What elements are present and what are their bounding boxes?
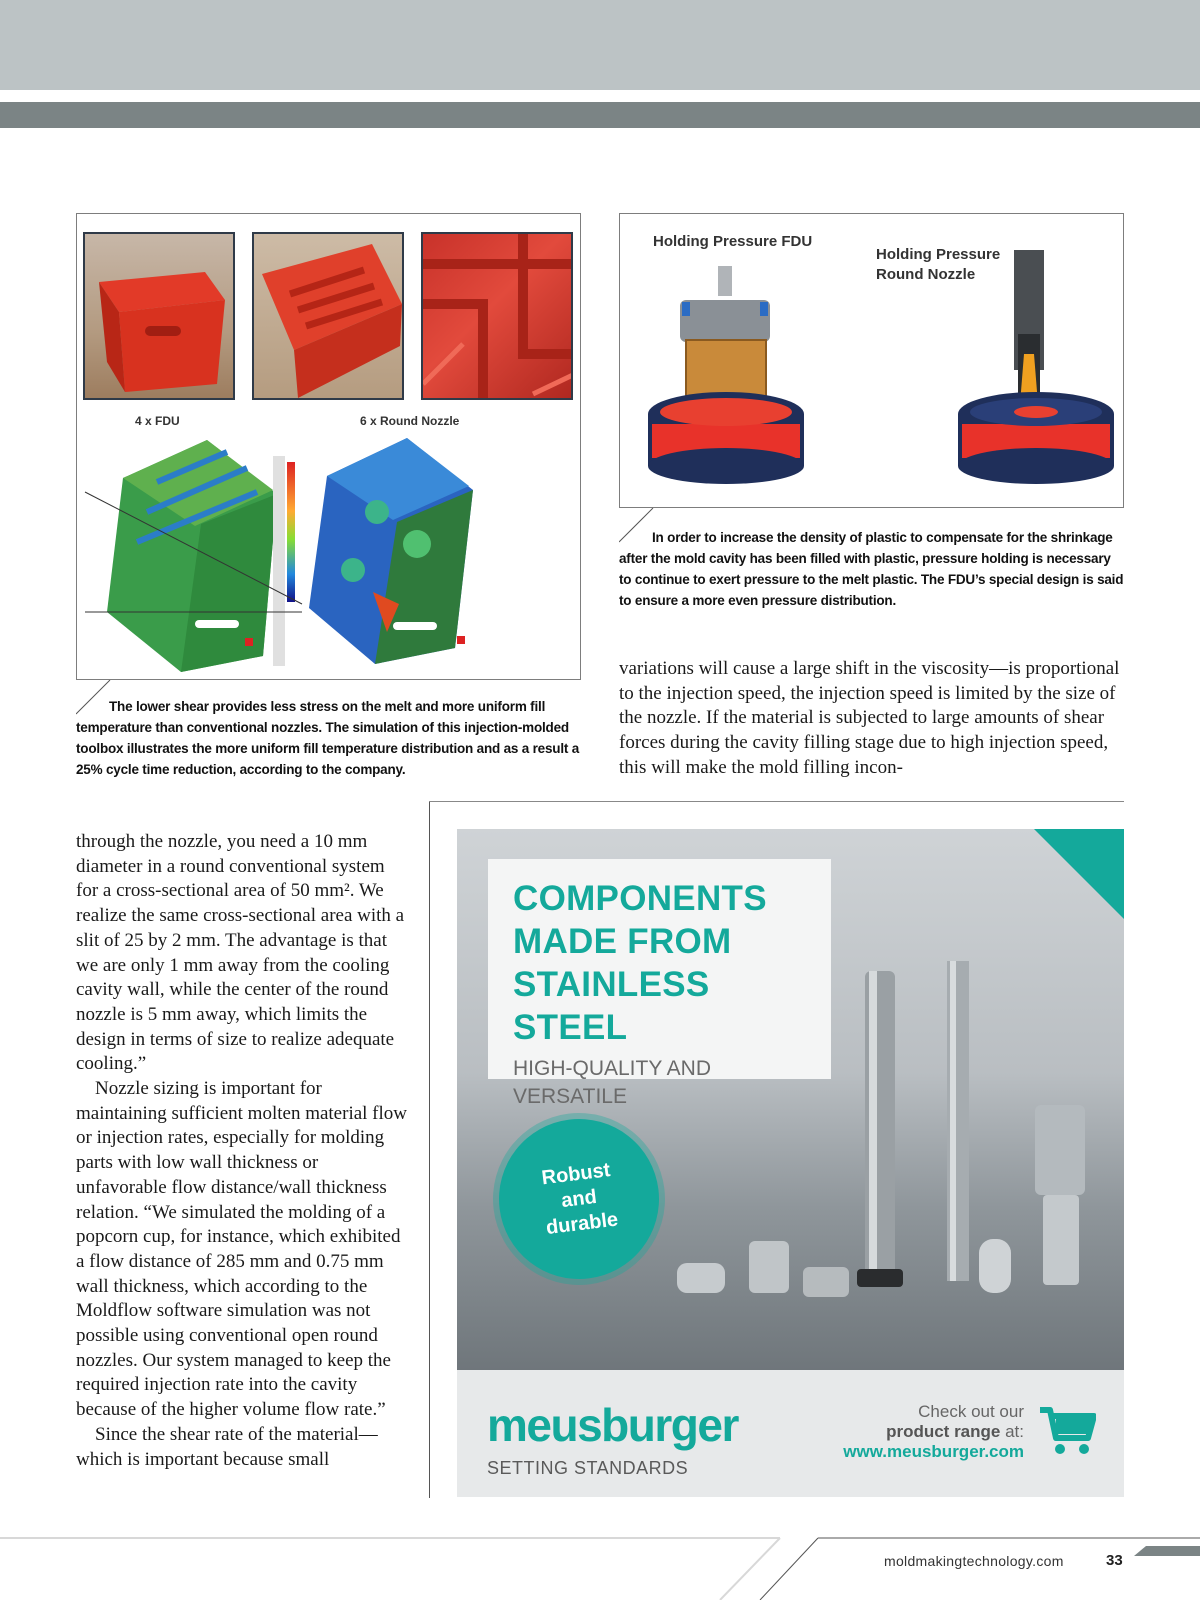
figure2-caption: In order to increase the density of plastic to compensate for the shrinkage after the mold cavity has been filled with plastic, pressure holding is necessary to continue to exert pressure to the melt plastic. The FDU’s special design is said to ensure a more even pressure distribution. [619,530,1124,608]
figure-toolbox-simulation [76,213,581,680]
ad-corner-triangle [1034,829,1124,919]
label-holding-pressure-fdu: Holding Pressure FDU [653,233,813,250]
toolbox-photo-3 [421,232,573,400]
ad-footer [457,1370,1124,1497]
article-paragraph-1: through the nozzle, you need a 10 mm diameter in a round conventional system for a cross-sectional area of 50 mm². We realize the same cross-sectional area with a slit of 25 by 2 mm. The advantage is that we are only 1 mm away from the cooling cavity wall, while the center of the round nozzle is 5 mm away, which limits the design in terms of size to realize adequate cooling.” [76,831,405,1075]
ad-headline-line-2: MADE FROM [513,922,732,961]
ad-headline-line-1: COMPONENTS [513,879,767,918]
article-paragraph-2: Nozzle sizing is important for maintaining sufficient molten material flow or injection rates, especially for molding parts with low wall thickness or unfavorable flow distance/wall thickness relation. “We simulated the molding of a popcorn cup, for instance, which exhibited a flow distance of 285 mm and 0.75 mm wall thickness, which according to the Moldflow software simulation was not possible using conventional open round nozzles. Our system managed to keep the required injection rate into the cavity because of the higher volume flow rate.” [76,1078,408,1421]
header-band-dark [0,102,1200,128]
ad-website-link[interactable]: www.meusburger.com [843,1442,1024,1461]
toolbox-photo-1 [83,232,235,400]
ad-photo [457,829,1124,1370]
article-paragraph-3: Since the shear rate of the material—which is important because small [76,1423,378,1470]
robust-durable-badge: Robust and durable [490,1110,668,1288]
label-6x-round-nozzle: 6 x Round Nozzle [360,414,460,428]
article-text-left-column [76,830,411,1472]
meusburger-logo: meusburger [487,1399,738,1451]
ad-headline-line-3: STAINLESS STEEL [513,965,710,1047]
header-band-light [0,0,1200,90]
footer-site-url: moldmakingtechnology.com [884,1553,1064,1569]
ad-headline-box [488,859,831,1108]
ad-subheadline: HIGH-QUALITY AND VERSATILE [513,1057,711,1108]
simulation-render [77,432,582,680]
page-number: 33 [1106,1552,1123,1569]
figure1-caption: The lower shear provides less stress on the melt and more uniform fill temperature than conventional nozzles. The simulation of this injection-molded toolbox illustrates the more uniform fill temperature distribution and as a result a 25% cycle time reduction, according to the company. [76,699,580,777]
figure-holding-pressure [619,213,1124,508]
column-divider [429,802,430,1498]
toolbox-photo-2 [252,232,404,400]
holding-pressure-render [620,214,1125,509]
shopping-cart-icon [1038,1404,1096,1456]
ad-divider [429,801,1124,802]
meusburger-advertisement[interactable] [457,829,1124,1497]
ad-call-to-action: Check out our product range at: www.meusburger.com [843,1402,1024,1461]
ad-tagline: SETTING STANDARDS [487,1458,689,1478]
article-text-right-top: variations will cause a large shift in the viscosity—is proportional to the injection speed, the injection speed is limited by the size of the nozzle. If the material is subjected to large amounts of shear forces during the cavity filling stage due to high injection speed, this will make the mold filling incon- [619,658,1120,778]
label-holding-pressure-round-nozzle: Holding Pressure Round Nozzle [876,246,1001,283]
label-4x-fdu: 4 x FDU [135,414,180,428]
